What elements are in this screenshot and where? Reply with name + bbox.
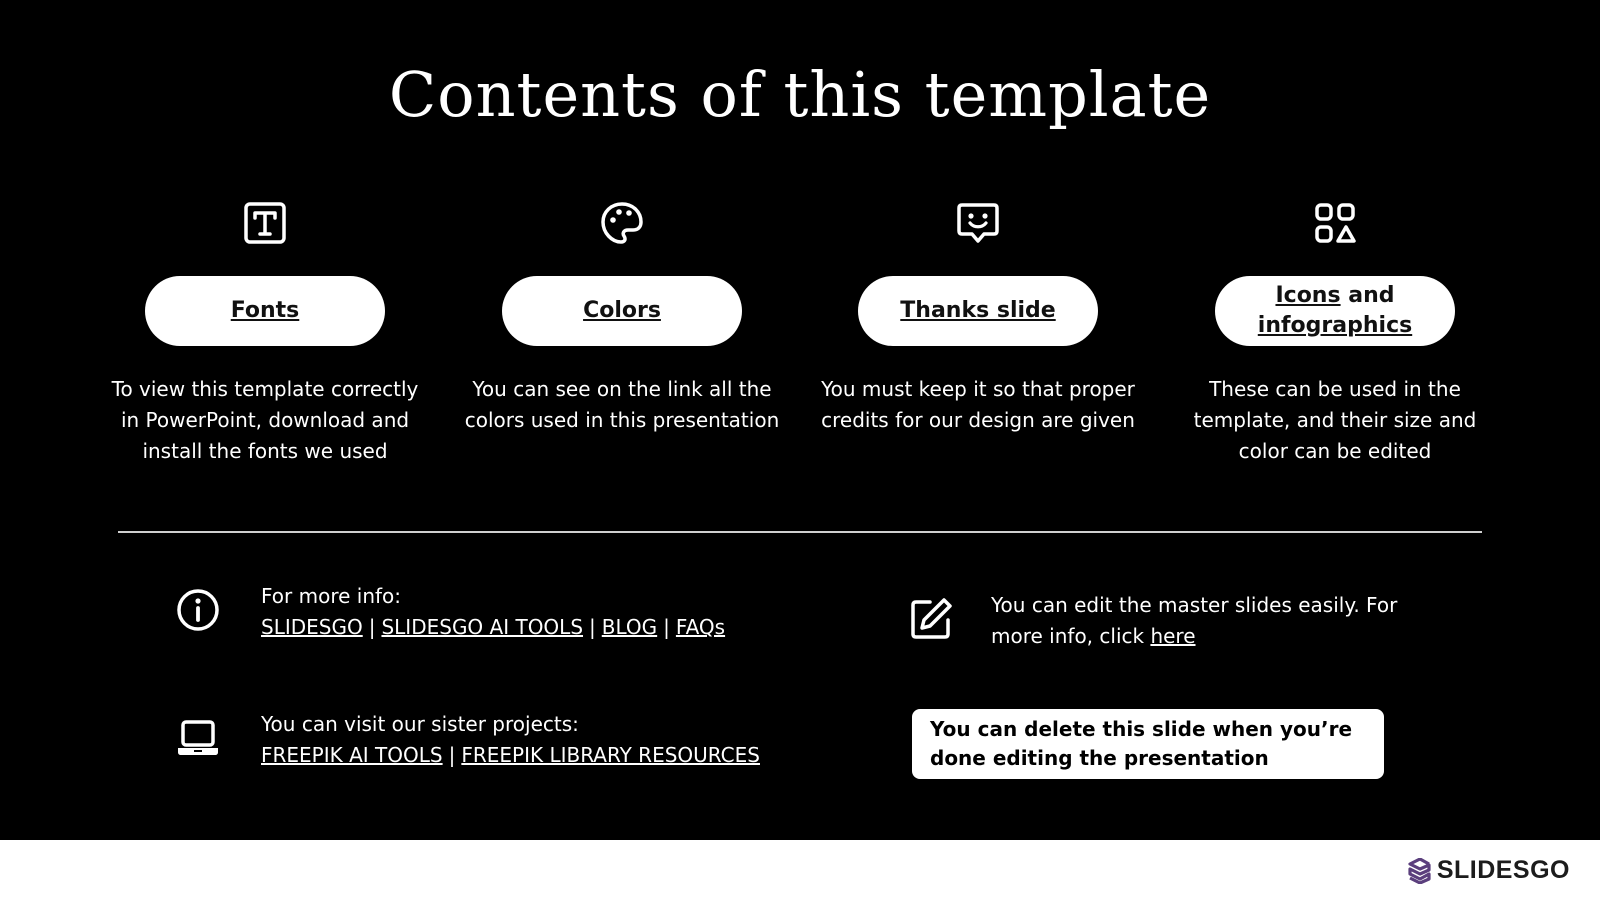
slide-title: Contents of this template bbox=[388, 58, 1212, 131]
thanks-slide-link[interactable]: Thanks slide bbox=[900, 298, 1056, 323]
info-icon bbox=[175, 587, 221, 633]
slidesgo-ai-tools-link[interactable]: SLIDESGO AI TOOLS bbox=[381, 615, 584, 639]
thanks-column bbox=[808, 200, 1148, 436]
faqs-link[interactable]: FAQs bbox=[675, 615, 726, 639]
fonts-link[interactable]: Fonts bbox=[230, 298, 300, 323]
slidesgo-logo bbox=[1407, 856, 1570, 885]
more-info-links bbox=[261, 612, 725, 643]
slidesgo-logo-icon bbox=[1407, 858, 1433, 884]
link-separator: | bbox=[589, 615, 596, 639]
colors-description: You can see on the link all the colors used in this presentation bbox=[464, 377, 780, 432]
icons-infographics-button[interactable] bbox=[1215, 276, 1455, 346]
freepik-ai-tools-link[interactable]: FREEPIK AI TOOLS bbox=[261, 743, 443, 767]
colors-link[interactable]: Colors bbox=[583, 298, 661, 323]
shapes-icon bbox=[1312, 200, 1358, 246]
link-separator: | bbox=[448, 743, 456, 767]
sister-projects-heading: You can visit our sister projects: bbox=[261, 712, 579, 736]
master-slides-block bbox=[991, 590, 1411, 652]
more-info-heading: For more info: bbox=[261, 584, 402, 608]
infographics-link[interactable]: infographics bbox=[1257, 313, 1413, 338]
delete-slide-notice: You can delete this slide when you’re done editing the presentation bbox=[912, 709, 1384, 779]
edit-icon bbox=[908, 596, 954, 642]
fonts-description: To view this template correctly in PowerPoint, download and install the fonts we used bbox=[111, 377, 419, 463]
icons-link[interactable]: Icons bbox=[1275, 283, 1341, 308]
text-icon bbox=[242, 200, 288, 246]
sister-projects-links bbox=[261, 740, 760, 771]
icons-infographics-label bbox=[1258, 281, 1412, 341]
link-separator: | bbox=[663, 615, 670, 639]
fonts-button[interactable] bbox=[145, 276, 385, 346]
smiley-chat-icon bbox=[955, 200, 1001, 246]
thanks-slide-button[interactable] bbox=[858, 276, 1098, 346]
icons-label-and: and bbox=[1340, 283, 1395, 308]
link-separator: | bbox=[368, 615, 376, 639]
palette-icon bbox=[599, 200, 645, 246]
icons-column bbox=[1165, 200, 1505, 467]
blog-link[interactable]: BLOG bbox=[601, 615, 658, 639]
freepik-library-link[interactable]: FREEPIK LIBRARY RESOURCES bbox=[461, 743, 760, 767]
thanks-description: You must keep it so that proper credits for our design are given bbox=[821, 377, 1135, 432]
laptop-icon bbox=[175, 715, 221, 761]
master-slides-text: You can edit the master slides easily. For more info, click bbox=[991, 593, 1398, 648]
sister-projects-block bbox=[261, 709, 760, 771]
fonts-column bbox=[95, 200, 435, 467]
master-slides-here-link[interactable]: here bbox=[1150, 624, 1196, 648]
colors-button[interactable] bbox=[502, 276, 742, 346]
icons-description: These can be used in the template, and their size and color can be edited bbox=[1193, 377, 1477, 463]
divider bbox=[118, 531, 1482, 533]
more-info-block bbox=[261, 581, 725, 643]
slidesgo-link[interactable]: SLIDESGO bbox=[261, 615, 363, 639]
slidesgo-logo-text: SLIDESGO bbox=[1436, 856, 1570, 884]
colors-column bbox=[452, 200, 792, 436]
